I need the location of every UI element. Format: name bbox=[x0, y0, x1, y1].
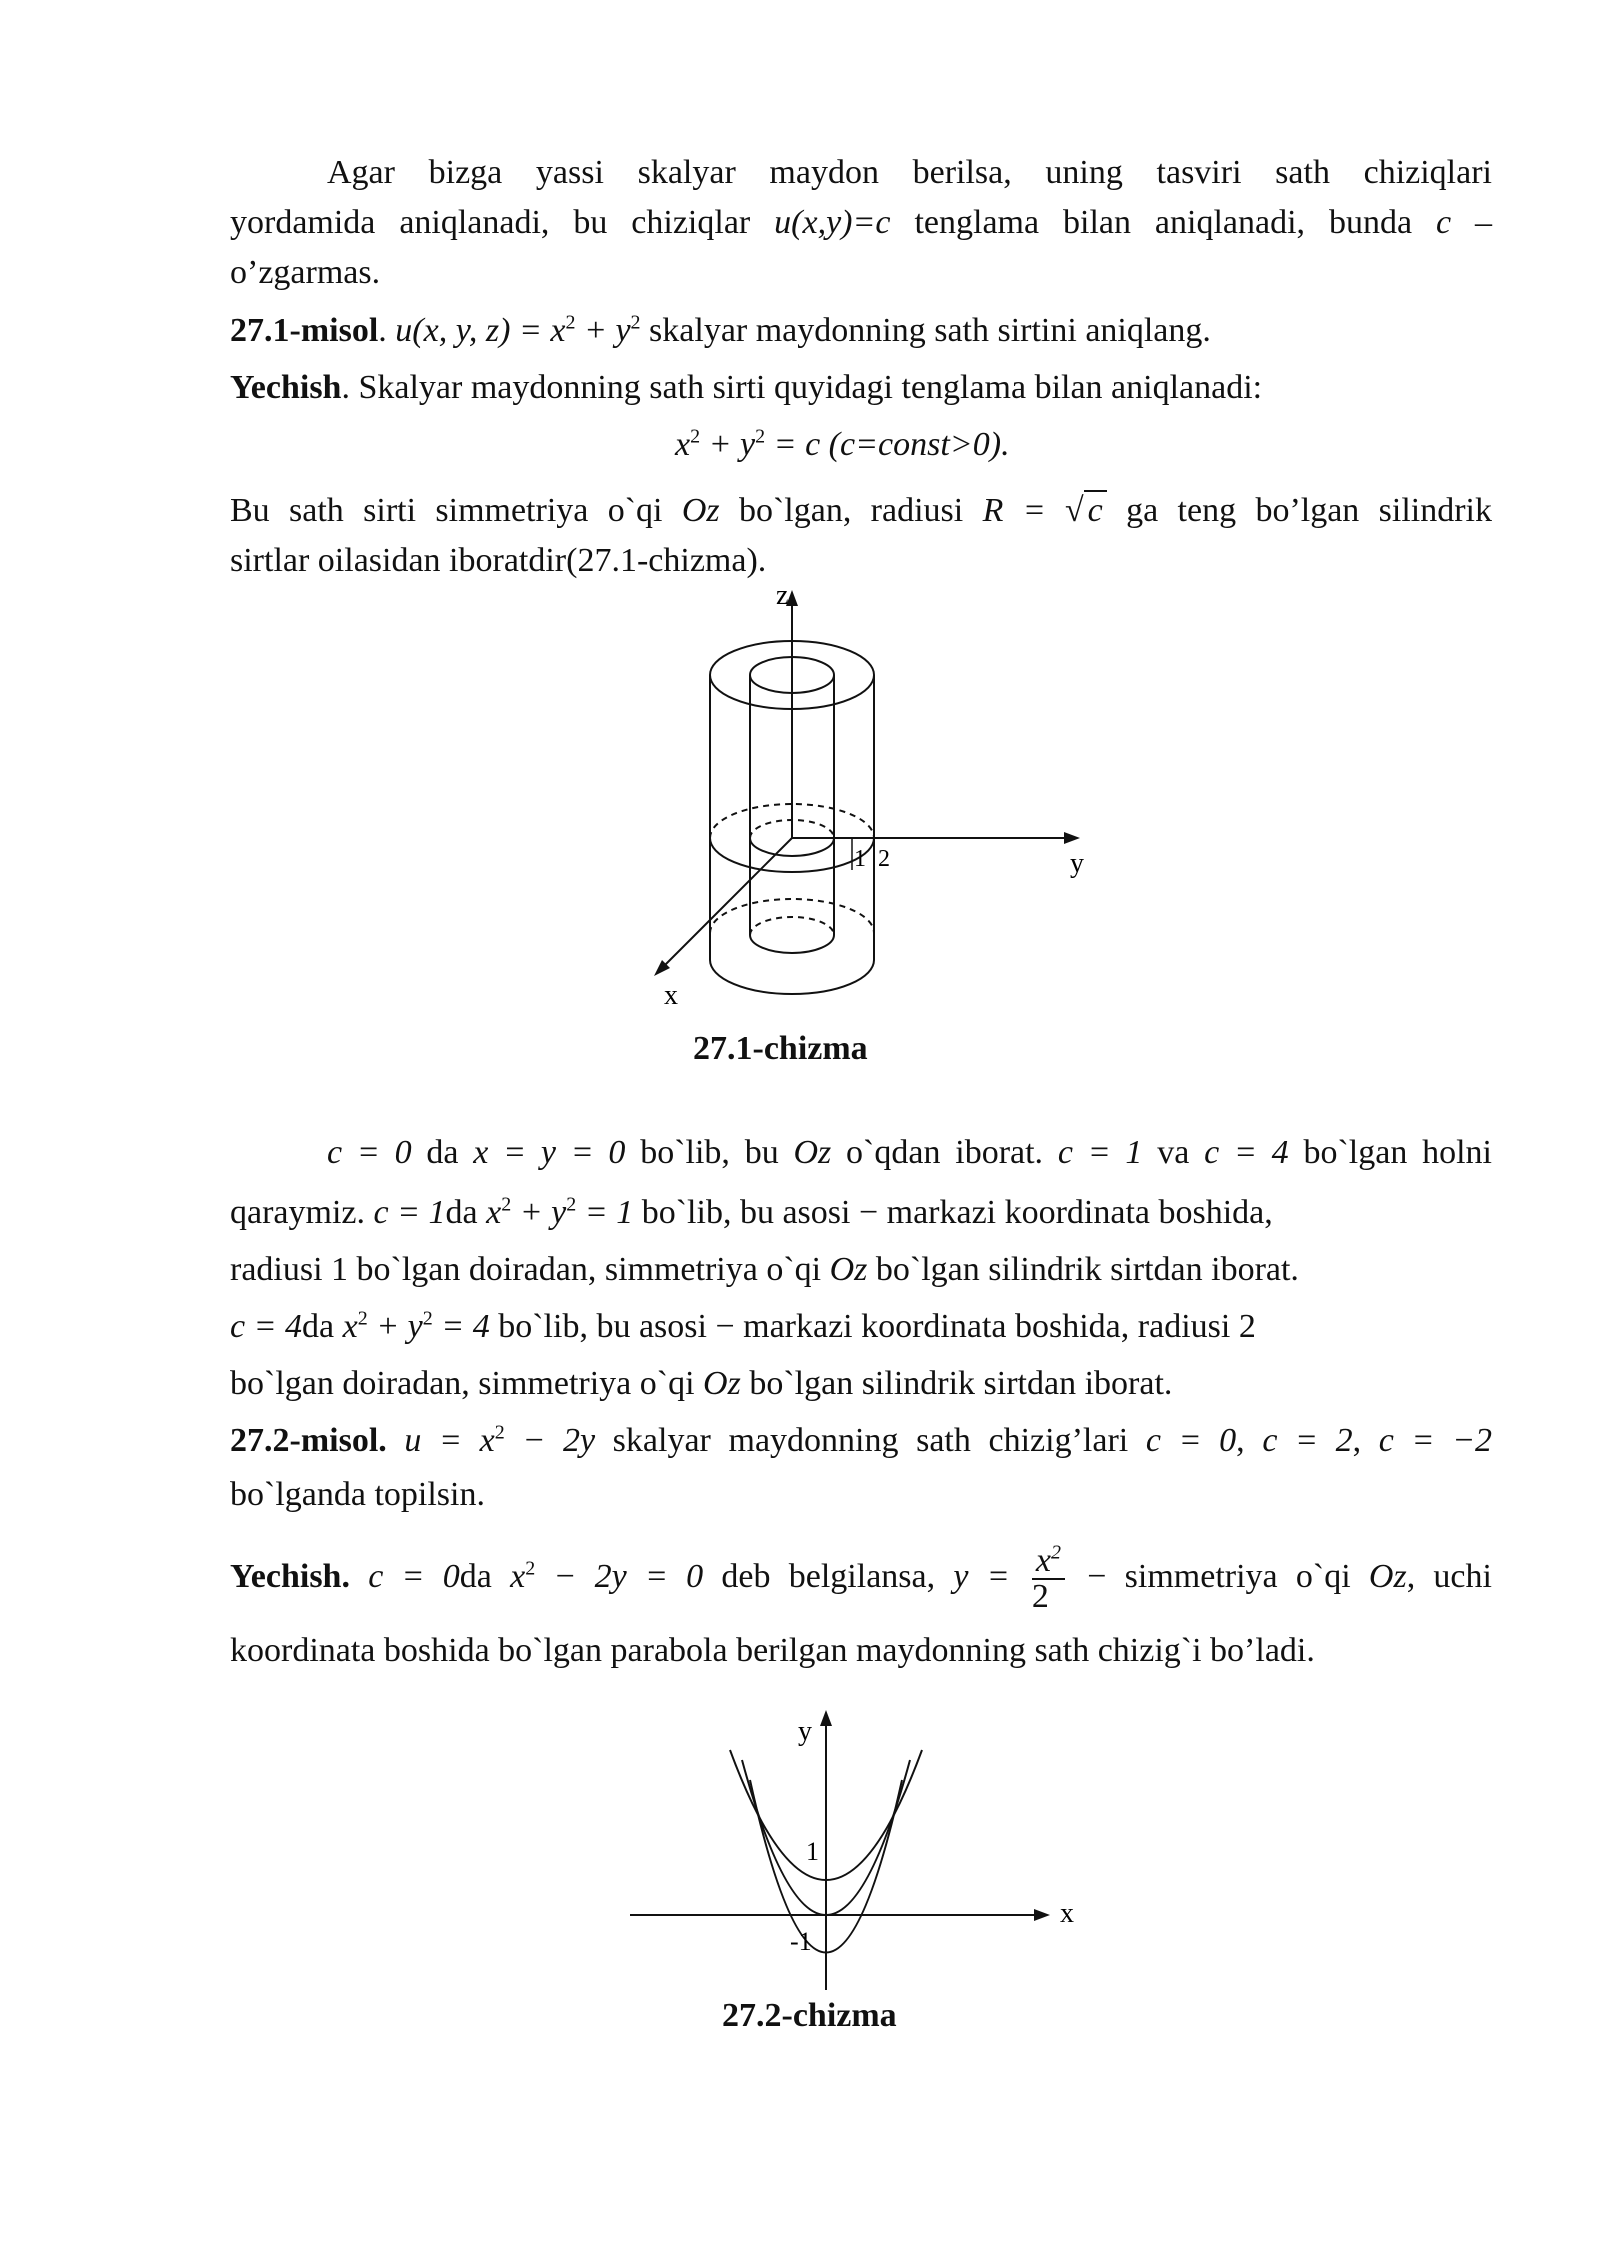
tick-label-minus-1: -1 bbox=[790, 1927, 812, 1956]
paragraph-1-line-3: o’zgarmas. bbox=[230, 254, 381, 291]
x-arrowhead bbox=[1034, 1909, 1050, 1921]
equation-level-surface: $x^2 + y^2 = c$ (c=const>0). bbox=[675, 425, 1010, 463]
paragraph-3-line-3: radiusi 1 bo`lgan doiradan, simmetriya o`qi Oz bo`lgan silindrik sirtdan iborat. bbox=[230, 1251, 1299, 1288]
y-arrowhead bbox=[1064, 832, 1080, 844]
inner-section-front bbox=[750, 838, 834, 856]
tick-label-1: 1 bbox=[806, 1837, 819, 1866]
paragraph-3-line-1: c = 0 da x = y = 0 bo`lib, bu Oz o`qdan iborat. c = 1 va c = 4 bo`lgan holni bbox=[327, 1134, 1492, 1171]
paragraph-3-line-4: c = 4da $x^2 + y^2 = 4$ bo`lib, bu asosi − markazi koordinata boshida, radiusi 2 bbox=[230, 1307, 1256, 1345]
figure-27-1-caption: 27.1-chizma bbox=[693, 1030, 868, 1067]
figure-27-2-caption: 27.2-chizma bbox=[722, 1997, 897, 2034]
solution-27-2: Yechish. c = 0da $x^2 - 2y = 0$ deb belgilansa, y = $\frac{x^2}{2}$ − simmetriya o`qi Oz, uchi bbox=[230, 1541, 1492, 1616]
z-axis-label: z bbox=[776, 580, 789, 611]
example-27-2-line-2: bo`lganda topilsin. bbox=[230, 1476, 485, 1513]
solution-27-1: Yechish. Skalyar maydonning sath sirti quyidagi tenglama bilan aniqlanadi: bbox=[230, 369, 1263, 406]
tick-label-2: 2 bbox=[878, 846, 890, 872]
paragraph-3-line-2: qaraymiz. c = 1da $x^2 + y^2 = 1$ bo`lib, bu asosi − markazi koordinata boshida, bbox=[230, 1193, 1273, 1231]
y-arrowhead bbox=[820, 1710, 832, 1726]
example-27-2: 27.2-misol. $u = x^2 - 2y$ skalyar maydonning sath chizig’lari c = 0, c = 2, c = −2 bbox=[230, 1421, 1493, 1459]
paragraph-1-line-2: yordamida aniqlanadi, bu chiziqlar u(x,y)=c tenglama bilan aniqlanadi, bunda c – bbox=[230, 204, 1492, 241]
figure-27-2-parabolas bbox=[620, 1700, 1100, 2000]
paragraph-1-line-1: Agar bizga yassi skalyar maydon berilsa, uning tasviri sath chiziqlari bbox=[327, 154, 1492, 191]
figure-27-1-cylinders bbox=[640, 580, 1100, 1020]
y-axis-label: y bbox=[798, 1716, 812, 1747]
paragraph-2-line-2: sirtlar oilasidan iboratdir(27.1-chizma). bbox=[230, 542, 767, 579]
paragraph-2-line-1: Bu sath sirti simmetriya o`qi Oz bo`lgan, radiusi R = √ c ga teng bo’lgan silindrik bbox=[230, 492, 1492, 529]
y-axis-label: y bbox=[1070, 848, 1084, 879]
paragraph-3-line-5: bo`lgan doiradan, simmetriya o`qi Oz bo`lgan silindrik sirtdan iborat. bbox=[230, 1365, 1173, 1402]
fraction-x2-over-2: $\frac{x^2}{2}$ bbox=[1032, 1544, 1065, 1614]
outer-cylinder-bottom bbox=[710, 960, 874, 994]
x-axis-label: x bbox=[664, 980, 678, 1011]
inner-bottom-back bbox=[750, 917, 834, 935]
tick-label-1: 1 bbox=[854, 846, 866, 872]
inner-cylinder-bottom bbox=[750, 935, 834, 953]
example-27-1: 27.1-misol. u(x, y, $z) = x^2 + y^2$ skalyar maydonning sath sirtini aniqlang. bbox=[230, 311, 1211, 349]
x-axis-label: x bbox=[1060, 1898, 1074, 1929]
solution-27-2-line-2: koordinata boshida bo`lgan parabola berilgan maydonning sath chizig`i bo’ladi. bbox=[230, 1632, 1315, 1669]
